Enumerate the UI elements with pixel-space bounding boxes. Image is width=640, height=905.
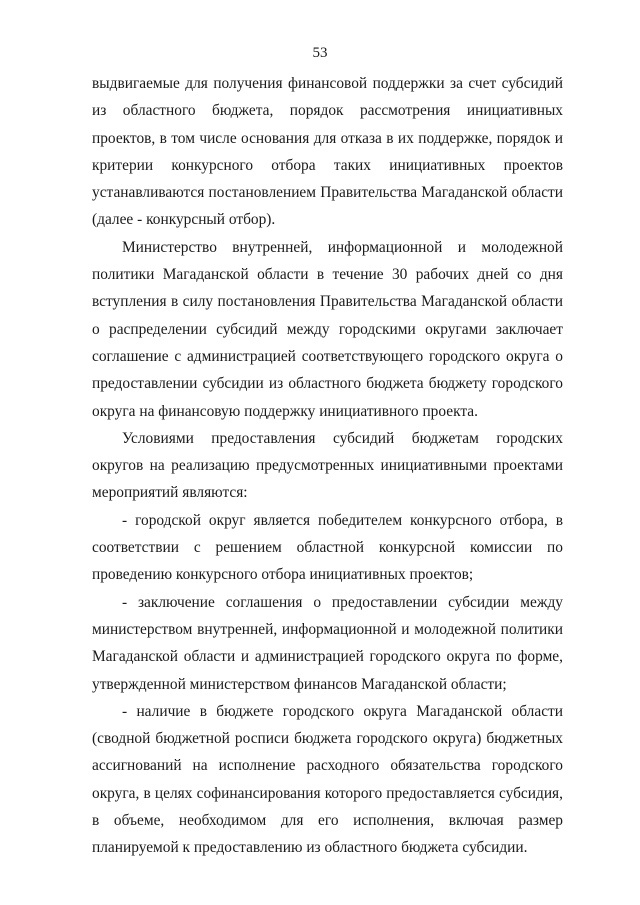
page-number: 53 xyxy=(312,45,328,61)
paragraph-conditions-intro: Условиями предоставления субсидий бюджетам городских округов на реализацию предусмотренных инициативными проектами мероприятий являются: xyxy=(92,429,563,502)
paragraph-ministry-agreement: Министерство внутренней, информационной и молодежной политики Магаданской области в течение 30 рабочих дней со дня вступления в силу постановления Правительства Магаданской области о распределении субсидий между городскими округами заключает соглашение с администрацией соответствующего городского округа о предоставлении субсидии из областного бюджета бюджету городского округа на финансовую поддержку инициативного проекта. xyxy=(92,238,563,420)
list-item-agreement: - заключение соглашения о предоставлении субсидии между министерством внутренней, информационной и молодежной политики Магаданской области и администрацией городского округа по форме, утвержденной министерством финансов Магаданской области; xyxy=(92,593,563,693)
document-body xyxy=(92,70,563,862)
list-item-competition-winner: - городской округ является победителем конкурсного отбора, в соответствии с решением областной конкурсной комиссии по проведению конкурсного отбора инициативных проектов; xyxy=(92,511,563,584)
list-item-budget-allocations: - наличие в бюджете городского округа Магаданской области (сводной бюджетной росписи бюджета городского округа) бюджетных ассигнований на исполнение расходного обязательства городского округа, в целях софинансирования которого предоставляется субсидия, в объеме, необходимом для его исполнения, включая размер планируемой к предоставлению из областного бюджета субсидии. xyxy=(92,702,563,857)
paragraph-continuation: выдвигаемые для получения финансовой поддержки за счет субсидий из областного бюджета, порядок рассмотрения инициативных проектов, в том числе основания для отказа в их поддержке, порядок и критерии конкурсного отбора таких инициативных проектов устанавливаются постановлением Правительства Магаданской области (далее - конкурсный отбор). xyxy=(92,75,563,229)
